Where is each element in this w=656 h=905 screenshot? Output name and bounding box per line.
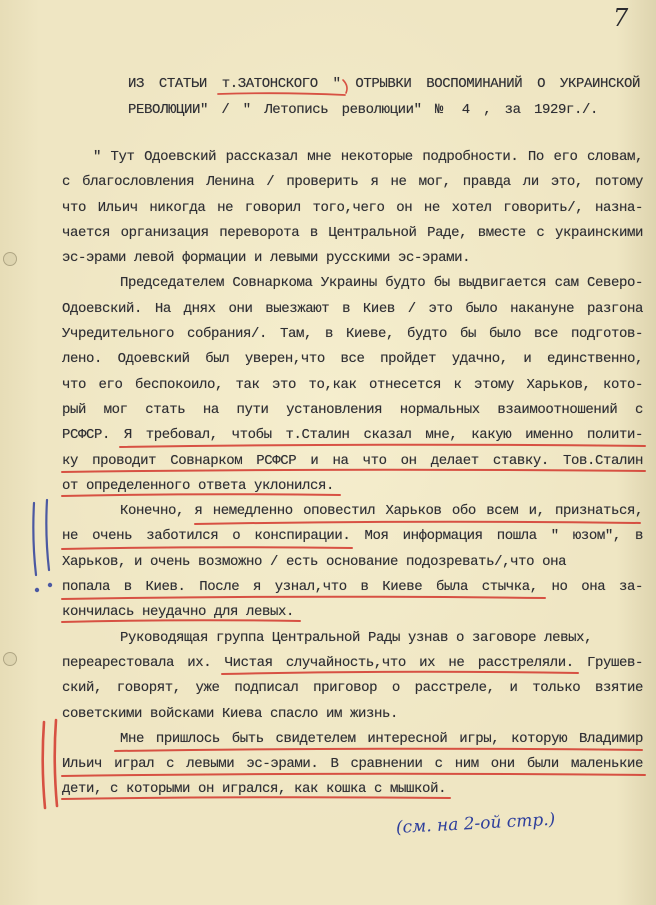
typed-text-line: Одоевский. На днях они выезжают в Киев / это было накануне разгона [62,300,643,317]
typed-text-line: чается организация переворота в Центральной Раде, вместе с украинскими [62,224,643,241]
red-pencil-margin-line [55,720,57,806]
typed-text-line: что его беспокоило, так это то,как отнесется к этому Харьков, кото- [62,376,643,393]
typed-text-line: переарестовала их. Чистая случайность,что их не расстреляли. Грушев- [62,654,643,671]
typed-text-line: с благословления Ленина / проверить я не мог, правда ли это, потому [62,174,643,191]
typed-text-line: Конечно, я немедленно оповестил Харьков обо всем и, признаться, [120,503,643,520]
paragraph [62,271,643,499]
page-number: 7 [613,4,629,32]
red-pencil-margin-line [43,722,45,808]
typed-text-line: попала в Киев. После я узнал,что в Киеве была стычка, но она за- [62,579,643,596]
typed-text-line: кончилась неудачно для левых. [62,604,295,621]
blue-pencil-exclamation-dot [48,583,52,587]
document-title-line-2: РЕВОЛЮЦИИ" / " Летопись революции" № 4 , за 1929г./. [128,102,598,118]
typed-text-line: Ильич играл с левыми эс-эрами. В сравнении с ним они были маленькие [62,756,643,773]
punch-hole [3,252,17,266]
typed-text-line: что Ильич никогда не говорил того,чего он не хотел говорить/, назна- [62,199,643,216]
typed-text-line: ку проводит Совнарком РСФСР и на что он делает ставку. Тов.Сталин [62,452,643,469]
typed-text-line: Председателем Совнаркома Украины будто бы выдвигается сам Северо- [120,275,643,292]
blue-pencil-exclamation-mark [46,500,49,570]
punch-hole [3,652,17,666]
handwritten-note: (см. на 2-ой стр.) [395,809,556,838]
typed-text-line: РСФСР. Я требовал, чтобы т.Сталин сказал мне, какую именно полити- [62,427,643,444]
paragraph [62,145,643,271]
document-body [62,145,643,803]
typed-text-line: ский, говорят, уже подписал приговор о расстреле, и только взятие [62,680,643,697]
paragraph [62,626,643,727]
typed-text-line: рый мог стать на пути установления нормальных взаимоотношений с [62,401,643,418]
blue-pencil-exclamation-dot [35,588,39,592]
paragraph [62,499,643,625]
typed-text-line: Учредительного собрания/. Там, в Киеве, будто бы было все подготов- [62,326,643,343]
typed-text-line: не очень заботился о конспирации. Моя информация пошла " юзом", в [62,528,643,545]
typed-text-line: дети, с которыми он игрался, как кошка с мышкой. [62,781,447,798]
typed-text-line: Руководящая группа Центральной Рады узнав о заговоре левых, [120,629,593,646]
typed-text-line: лено. Одоевский был уверен,что все пройдет удачно, и единственно, [62,351,643,368]
blue-pencil-exclamation-mark [33,503,36,575]
paragraph [62,727,643,803]
typed-text-line: от определенного ответа уклонился. [62,477,335,494]
typed-text-line: Харьков, и очень возможно / есть основание подозревать/,что она [62,553,567,570]
typed-text-line: " Тут Одоевский рассказал мне некоторые подробности. По его словам, [93,149,643,165]
typed-text-line: эс-эрами левой формации и левыми русскими эс-эрами. [62,250,471,267]
document-title-line-1: ИЗ СТАТЬИ т.ЗАТОНСКОГО " ОТРЫВКИ ВОСПОМИНАНИЙ О УКРАИНСКОЙ [128,76,640,92]
typed-text-line: Мне пришлось быть свидетелем интересной игры, которую Владимир [120,730,643,747]
typed-text-line: советскими войсками Киева спасло им жизнь. [62,705,399,722]
